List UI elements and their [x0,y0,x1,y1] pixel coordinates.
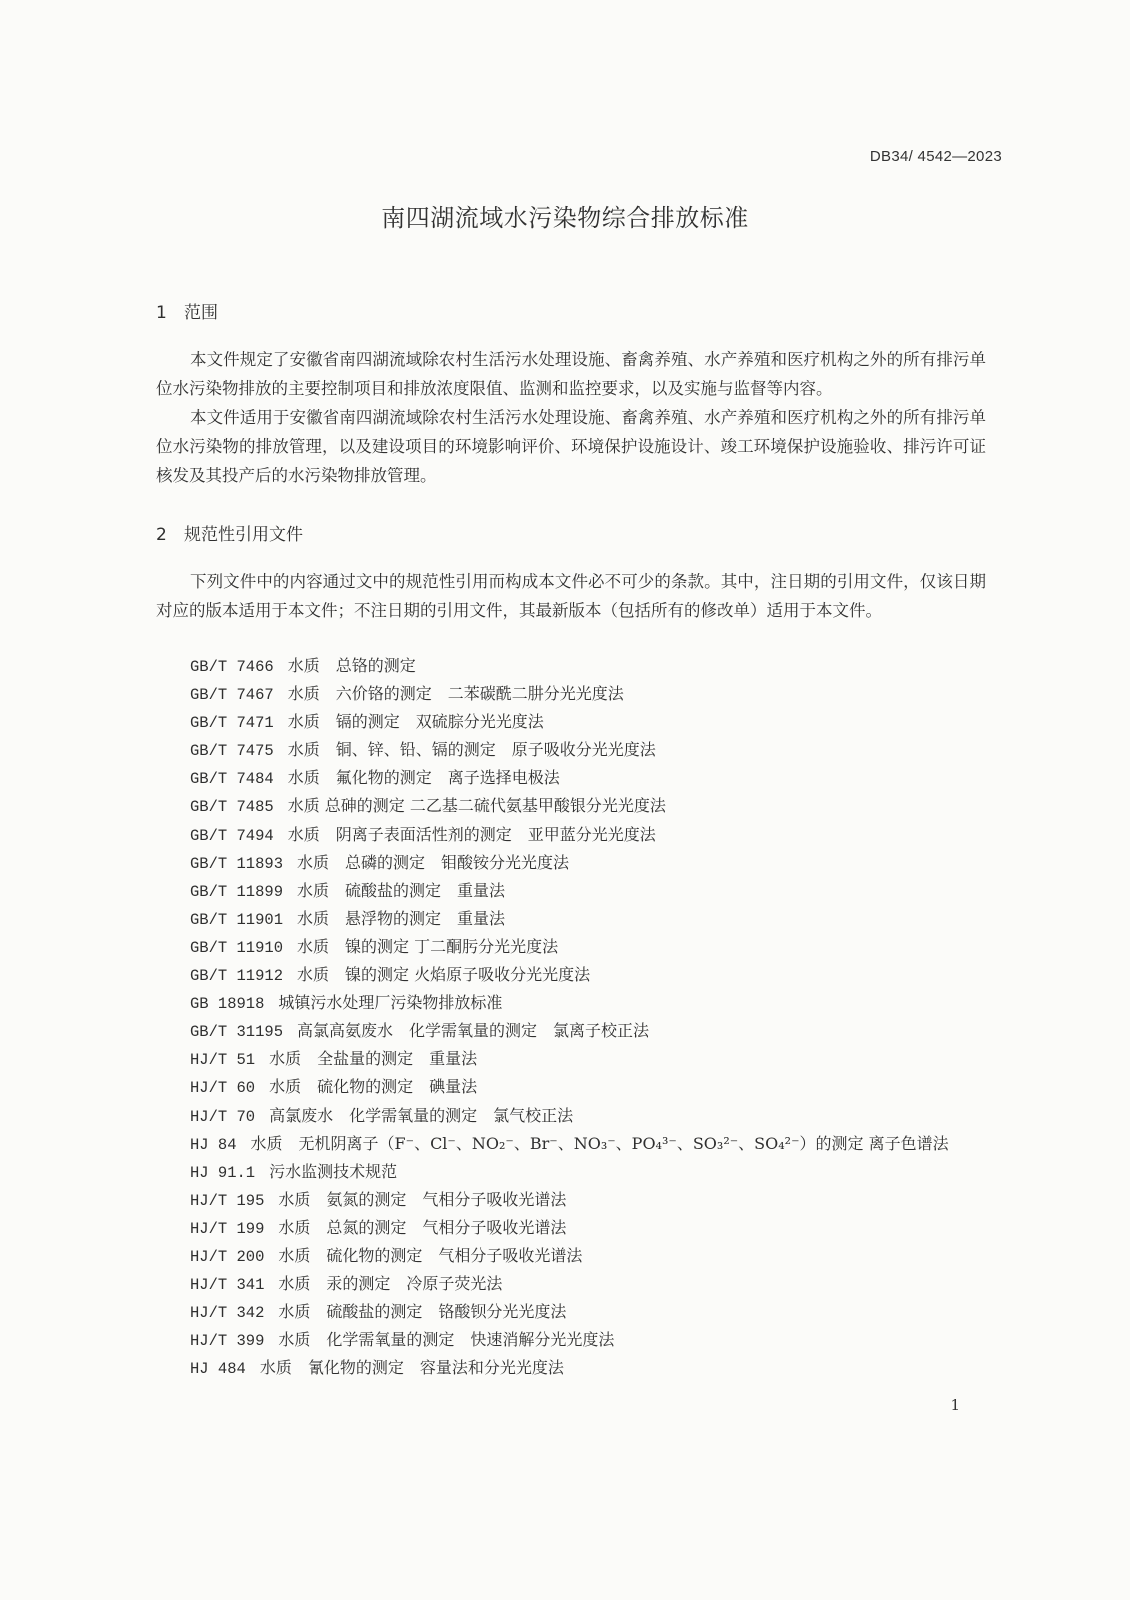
reference-code: GB/T 7475 [190,742,274,761]
reference-title: 高氯高氨废水 化学需氧量的测定 氯离子校正法 [297,1021,650,1041]
section-1-number: 1 [156,303,167,323]
reference-code: HJ/T 195 [190,1191,265,1210]
reference-item [190,821,990,849]
reference-item [190,905,990,933]
reference-title: 水质 总磷的测定 钼酸铵分光光度法 [297,852,570,872]
reference-item [190,1326,990,1354]
reference-title: 水质 镉的测定 双硫腙分光光度法 [287,712,544,732]
reference-code: GB/T 11899 [190,882,284,901]
reference-code: GB/T 31195 [190,1023,284,1042]
reference-title: 水质 镍的测定 火焰原子吸收分光光度法 [297,965,591,985]
reference-item [190,1017,990,1045]
reference-title: 水质 全盐量的测定 重量法 [269,1049,478,1069]
reference-item [190,1242,990,1270]
reference-title: 水质 氟化物的测定 离子选择电极法 [287,768,560,788]
reference-item [190,736,990,764]
reference-title: 水质 六价铬的测定 二苯碳酰二肼分光光度法 [287,684,624,704]
reference-code: HJ 84 [190,1135,237,1154]
reference-item [190,1298,990,1326]
reference-title: 水质 铜、锌、铅、镉的测定 原子吸收分光光度法 [287,740,656,760]
reference-code: GB/T 7467 [190,686,274,705]
reference-item [190,1214,990,1242]
reference-title: 水质 硫酸盐的测定 铬酸钡分光光度法 [278,1302,567,1322]
reference-list [190,652,990,1382]
reference-item [190,989,990,1017]
reference-title: 水质 硫化物的测定 碘量法 [269,1077,478,1097]
reference-code: HJ 484 [190,1360,246,1379]
reference-title: 水质 镍的测定 丁二酮肟分光光度法 [297,936,559,956]
section-2-heading [156,520,303,545]
reference-item [190,933,990,961]
section-2-intro: 下列文件中的内容通过文中的规范性引用而构成本文件必不可少的条款。其中，注日期的引用文件，仅该日期对应的版本适用于本文件；不注日期的引用文件，其最新版本（包括所有的修改单）适用于本文件。 [156,572,986,620]
reference-item [190,877,990,905]
reference-title: 城镇污水处理厂污染物排放标准 [278,993,503,1013]
reference-item [190,961,990,989]
section-2-title: 规范性引用文件 [184,525,303,545]
reference-code: GB/T 7471 [190,714,274,733]
reference-title: 水质 总铬的测定 [287,656,416,675]
reference-code: GB/T 11912 [190,967,284,986]
reference-code: GB/T 11910 [190,938,284,957]
reference-code: HJ/T 199 [190,1219,265,1238]
reference-item [190,652,990,680]
reference-code: HJ/T 51 [190,1051,256,1070]
document-title: 南四湖流域水污染物综合排放标准 [381,204,749,232]
reference-title: 水质 硫酸盐的测定 重量法 [297,880,506,900]
reference-item [190,792,990,820]
reference-code: HJ/T 60 [190,1079,256,1098]
reference-item [190,1130,990,1158]
reference-title: 水质 氨氮的测定 气相分子吸收光谱法 [278,1189,567,1209]
section-1-paragraph-2: 本文件适用于安徽省南四湖流域除农村生活污水处理设施、畜禽养殖、水产养殖和医疗机构之外的所有排污单位水污染物的排放管理，以及建设项目的环境影响评价、环境保护设施设计、竣工环境保护设施验收、排污许可证核发及其投产后的水污染物排放管理。 [156,408,986,485]
reference-item [190,1158,990,1186]
reference-code: GB/T 7484 [190,770,274,789]
reference-title: 水质 总氮的测定 气相分子吸收光谱法 [278,1217,567,1237]
reference-title: 水质 化学需氧量的测定 快速消解分光光度法 [278,1330,615,1350]
reference-title: 水质 悬浮物的测定 重量法 [297,908,506,928]
reference-item [190,708,990,736]
reference-code: GB 18918 [190,995,265,1014]
reference-code: HJ/T 341 [190,1276,265,1295]
reference-item [190,764,990,792]
reference-item [190,1186,990,1214]
reference-code: GB/T 11901 [190,910,284,929]
reference-code: HJ/T 70 [190,1107,256,1126]
reference-code: GB/T 7494 [190,826,274,845]
section-1-title: 范围 [184,303,218,323]
reference-code: GB/T 7466 [190,658,274,676]
reference-item [190,1073,990,1101]
reference-code: HJ/T 399 [190,1332,265,1351]
document-code: DB34/ 4542—2023 [869,148,1002,165]
reference-item [190,1045,990,1073]
reference-item [190,1102,990,1130]
reference-title: 水质 汞的测定 冷原子荧光法 [278,1274,503,1294]
reference-title: 水质 无机阴离子（F⁻、Cl⁻、NO₂⁻、Br⁻、NO₃⁻、PO₄³⁻、SO₃²⁻、SO₄²⁻）的测定 离子色谱法 [250,1133,949,1153]
section-1-paragraph-1: 本文件规定了安徽省南四湖流域除农村生活污水处理设施、畜禽养殖、水产养殖和医疗机构之外的所有排污单位水污染物排放的主要控制项目和排放浓度限值、监测和监控要求，以及实施与监督等内容。 [156,350,986,398]
reference-title: 水质 总砷的测定 二乙基二硫代氨基甲酸银分光光度法 [287,796,666,816]
reference-item [190,849,990,877]
reference-item [190,680,990,708]
reference-code: HJ/T 200 [190,1247,265,1266]
section-2-number: 2 [156,525,167,545]
page-number: 1 [950,1396,960,1414]
reference-code: GB/T 7485 [190,798,274,817]
section-1-heading [156,298,218,323]
reference-code: HJ/T 342 [190,1304,265,1323]
reference-item [190,1270,990,1298]
reference-title: 水质 硫化物的测定 气相分子吸收光谱法 [278,1245,583,1265]
reference-code: GB/T 11893 [190,854,284,873]
reference-code: HJ 91.1 [190,1163,256,1182]
reference-title: 水质 阴离子表面活性剂的测定 亚甲蓝分光光度法 [287,824,656,844]
reference-title: 水质 氰化物的测定 容量法和分光光度法 [259,1358,564,1378]
reference-item [190,1354,990,1382]
reference-title: 高氯废水 化学需氧量的测定 氯气校正法 [269,1105,574,1125]
reference-title: 污水监测技术规范 [269,1161,398,1181]
